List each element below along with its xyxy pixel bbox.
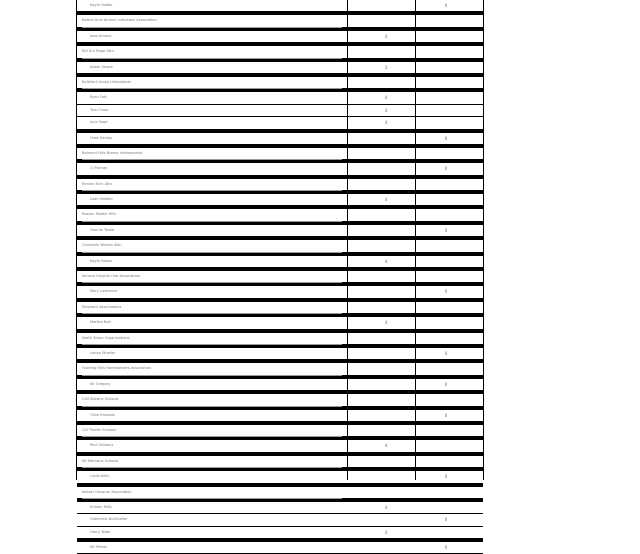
- flag-cell: 0: [444, 227, 448, 233]
- count-cell: 4: [384, 258, 388, 264]
- group-header-row: [77, 148, 483, 160]
- count-cell: 3: [384, 64, 388, 70]
- table-row: [77, 0, 483, 12]
- group-name: Belmont Hills Breast Independent: [82, 148, 342, 160]
- count-cell: 4: [384, 120, 388, 126]
- flag-cell: 0: [444, 135, 448, 141]
- group-name: Seneca Heights Hub Association: [82, 271, 342, 283]
- table-row: [77, 410, 483, 422]
- flag-cell: 0: [444, 412, 448, 418]
- group-header-row: [77, 179, 483, 191]
- group-name: Elephant Associations: [82, 302, 342, 314]
- group-name: Boston Middle Hills: [82, 209, 342, 221]
- member-name: Olive Knowles: [90, 412, 116, 417]
- group-name: North Shore Organizations: [82, 333, 342, 345]
- member-table: [76, 0, 484, 551]
- table-row: [77, 225, 483, 237]
- table-row: [77, 133, 483, 145]
- member-name: Tom Cross: [90, 107, 109, 112]
- table-row: [77, 379, 483, 391]
- group-name: CAS Browns Schools: [82, 394, 342, 406]
- table-row: [77, 163, 483, 175]
- member-name: Kristen Mills: [90, 504, 112, 509]
- group-header-row: [77, 425, 483, 437]
- group-header-row: [77, 15, 483, 27]
- table-row: [77, 117, 483, 129]
- group-name: Bel Arn Rage Attn: [82, 46, 342, 58]
- group-header-row: [77, 46, 483, 58]
- member-name: Kit Peters: [90, 545, 108, 550]
- table-row: [77, 317, 483, 329]
- group-name: Clarkdale Wolves Attn: [82, 240, 342, 252]
- table-row: [77, 194, 483, 206]
- table-row: [77, 31, 483, 43]
- table-row: [77, 92, 483, 104]
- member-name: Ounnie Tester: [90, 227, 115, 232]
- member-name: Catherine Burkhalter: [90, 517, 128, 522]
- member-name: Lenae Wheiler: [90, 350, 116, 355]
- column-divider: [415, 0, 416, 480]
- table-row: [77, 286, 483, 298]
- table-row: [77, 542, 483, 554]
- member-name: Adam Shope: [90, 64, 113, 69]
- group-header-row: [77, 487, 483, 499]
- group-name: CJS Tiedler Schools: [82, 425, 342, 437]
- flag-cell: 0: [444, 289, 448, 295]
- group-header-row: [77, 271, 483, 283]
- table-row: [77, 256, 483, 268]
- group-name: Benton Elec Attn: [82, 179, 342, 191]
- member-name: Harry Tolbe: [90, 529, 111, 534]
- group-header-row: [77, 363, 483, 375]
- member-name: Leah Hadder: [90, 197, 113, 202]
- member-name: Ryan Fatt: [90, 95, 107, 100]
- group-header-row: [77, 77, 483, 89]
- group-header-row: [77, 209, 483, 221]
- member-name: Kayla Fawns: [90, 258, 112, 263]
- member-name: Julia Sage: [90, 120, 108, 125]
- table-row: [77, 502, 483, 514]
- flag-cell: 0: [444, 3, 448, 8]
- flag-cell: 0: [444, 381, 448, 387]
- count-cell: 4: [384, 443, 388, 449]
- count-cell: 4: [384, 197, 388, 203]
- table-row: [77, 62, 483, 74]
- group-name: Bellefort Grasp Unbeatable: [82, 77, 342, 89]
- table-row: [77, 105, 483, 117]
- count-cell: 4: [384, 320, 388, 326]
- column-divider: [347, 0, 348, 480]
- table-body: [77, 0, 483, 554]
- group-name: Kakoel Gesprun Association: [82, 487, 342, 499]
- count-cell: 4: [384, 95, 388, 101]
- table-row: [77, 514, 483, 526]
- member-name: Martha Bolt: [90, 320, 111, 325]
- table-row: [77, 348, 483, 360]
- member-name: Mary Lawrence: [90, 289, 118, 294]
- group-header-row: [77, 394, 483, 406]
- member-name: Paul Gibbons: [90, 443, 114, 448]
- flag-cell: 0: [444, 350, 448, 356]
- group-header-row: [77, 240, 483, 252]
- table-row: [77, 527, 483, 539]
- table-row: [77, 440, 483, 452]
- group-name: Kit Mentoris Schools: [82, 456, 342, 468]
- group-header-row: [77, 333, 483, 345]
- count-cell: 4: [384, 504, 388, 510]
- member-name: Jessi Jimeno: [90, 33, 112, 38]
- count-cell: 4: [384, 33, 388, 39]
- member-name: CJ Murray: [90, 166, 108, 171]
- group-header-row: [77, 302, 483, 314]
- member-name: Linda Kelly: [90, 474, 110, 479]
- member-name: Kayla Hobbs: [90, 3, 113, 7]
- flag-cell: 0: [444, 545, 448, 551]
- member-name: Hunt Hersey: [90, 135, 113, 140]
- group-header-row: [77, 456, 483, 468]
- flag-cell: 0: [444, 166, 448, 172]
- flag-cell: 0: [444, 474, 448, 480]
- member-name: Kit Gregory: [90, 381, 111, 386]
- flag-cell: 0: [444, 517, 448, 523]
- group-name: Hunting Hills Homeowners Association: [82, 363, 342, 375]
- table-row: [77, 471, 483, 483]
- count-cell: 4: [384, 107, 388, 113]
- count-cell: 4: [384, 529, 388, 535]
- group-name: Bethel Univ Alumni Inductees Association: [82, 15, 342, 27]
